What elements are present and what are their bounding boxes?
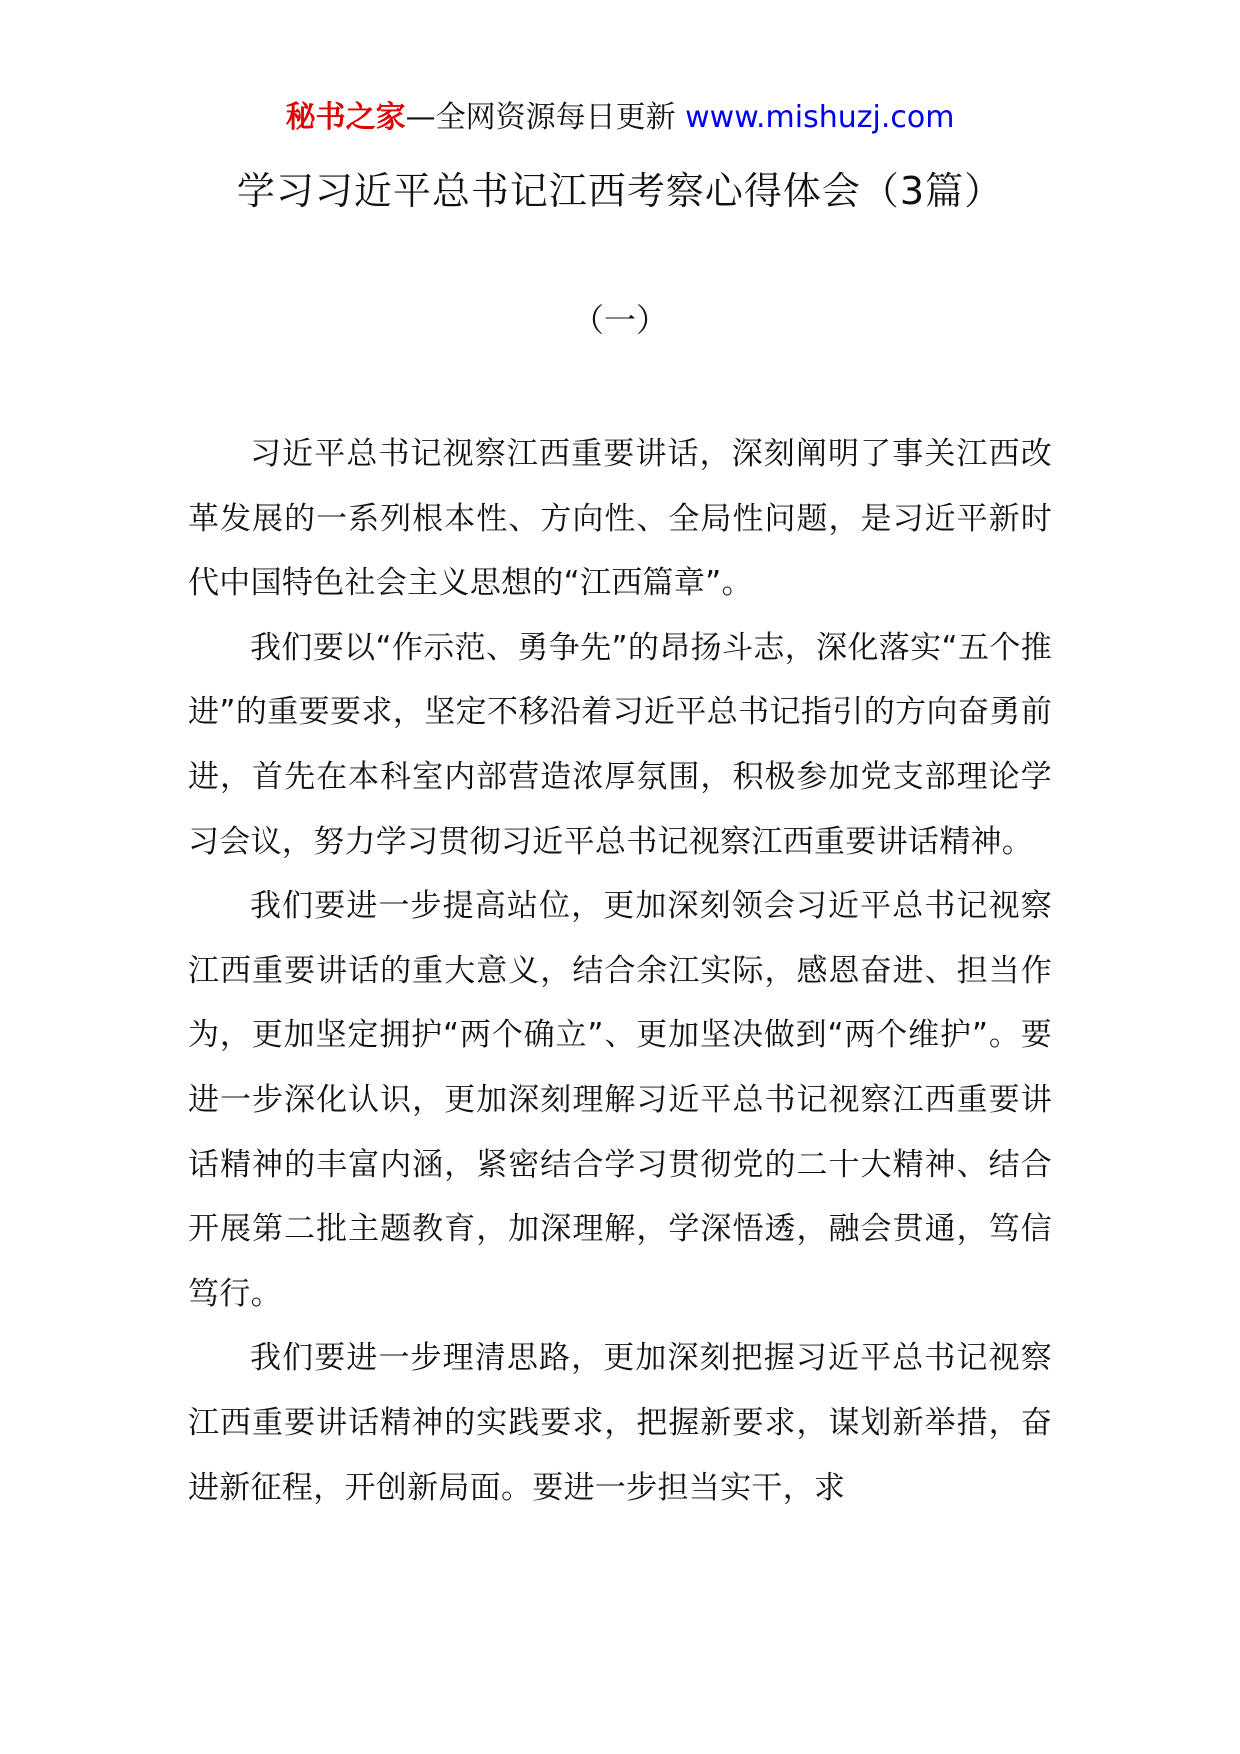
paragraph-4: 我们要进一步理清思路，更加深刻把握习近平总书记视察江西重要讲话精神的实践要求，把握新要求，谋划新举措，奋进新征程，开创新局面。要进一步担当实干，求 [188,1340,1052,1506]
document-title: 学习习近平总书记江西考察心得体会（3篇） [236,169,1004,213]
document-body [188,422,1052,1520]
paragraph-1: 习近平总书记视察江西重要讲话，深刻阐明了事关江西改革发展的一系列根本性、方向性、全局性问题，是习近平新时代中国特色社会主义思想的“江西篇章”。 [188,436,1052,602]
site-brand: 秘书之家 [285,100,406,135]
paragraph-3: 我们要进一步提高站位，更加深刻领会习近平总书记视察江西重要讲话的重大意义，结合余江实际，感恩奋进、担当作为，更加坚定拥护“两个确立”、更加坚决做到“两个维护”。要进一步深化认识，更加深刻理解习近平总书记视察江西重要讲话精神的丰富内涵，紧密结合学习贯彻党的二十大精神、结合开展第二批主题教育，加深理解，学深悟透，融会贯通，笃信笃行。 [188,888,1052,1312]
site-tagline: —全网资源每日更新 [405,100,676,135]
section-number: （一） [571,301,668,339]
paragraph-2: 我们要以“作示范、勇争先”的昂扬斗志，深化落实“五个推进”的重要要求，坚定不移沿着习近平总书记指引的方向奋勇前进，首先在本科室内部营造浓厚氛围，积极参加党支部理论学习会议，努力学习贯彻习近平总书记视察江西重要讲话精神。 [188,629,1052,860]
site-url-link[interactable]: www.mishuzj.com [685,100,955,135]
site-banner [0,98,1240,138]
